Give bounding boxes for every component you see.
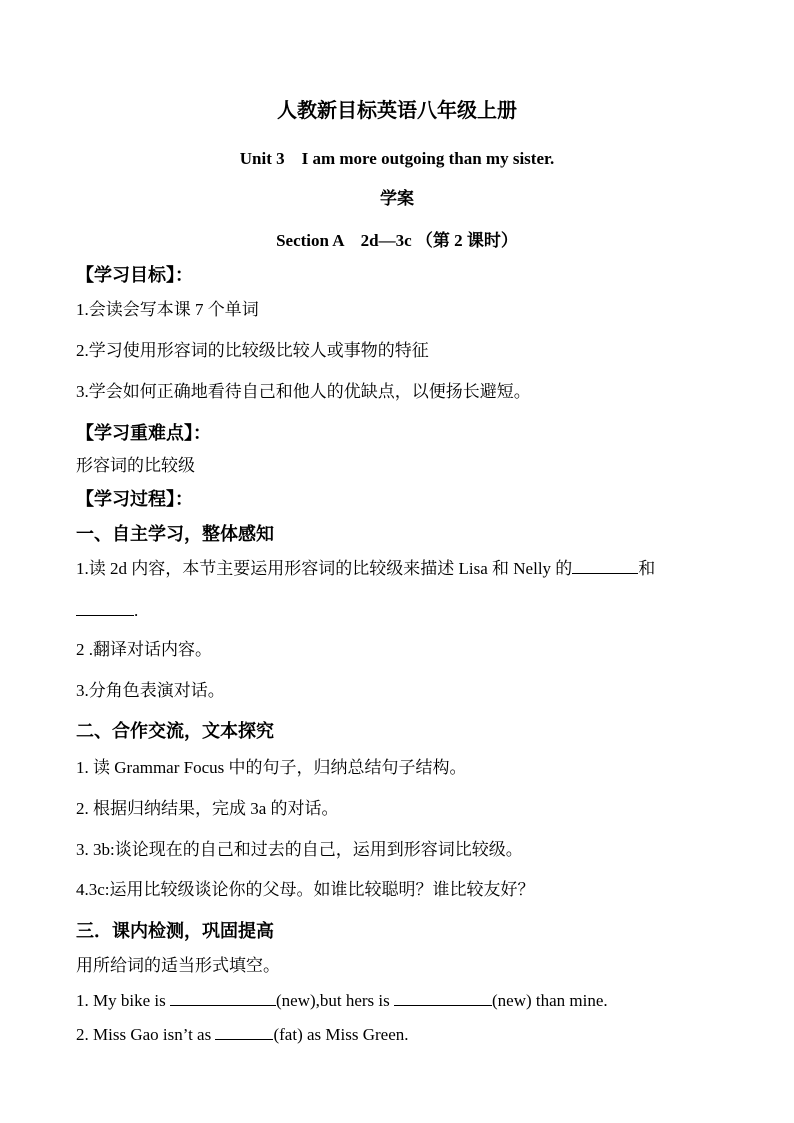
section-title: Section A 2d—3c （第 2 课时） [276,231,518,250]
key-points-text: 形容词的比较级 [76,456,195,475]
part2-heading: 二、合作交流，文本探究 [76,721,274,741]
answer-blank[interactable] [394,988,492,1006]
part3-heading: 三．课内检测，巩固提高 [76,921,274,941]
part1-item-1-continuation [76,598,138,622]
part2-item: 4.3c:运用比较级谈论你的父母。如谁比较聪明？谁比较友好？ [76,880,535,899]
part1-heading: 一、自主学习，整体感知 [76,524,274,544]
part1-item-3: 3.分角色表演对话。 [76,681,225,700]
answer-blank[interactable] [170,988,276,1006]
exercise-question-2 [76,1022,409,1046]
part2-item: 1. 读 Grammar Focus 中的句子，归纳总结句子结构。 [76,758,467,777]
exercise-question-1 [76,988,608,1012]
process-heading: 【学习过程】： [76,489,193,509]
part3-instruction: 用所给词的适当形式填空。 [76,956,280,975]
objective-item: 1.会读会写本课 7 个单词 [76,300,259,319]
question-1-text-a: 1. My bike is [76,991,170,1010]
unit-title: Unit 3 I am more outgoing than my sister. [239,149,555,168]
answer-blank[interactable] [76,598,134,616]
part1-item-2: 2 .翻译对话内容。 [76,640,212,659]
part2-item: 2. 根据归纳结果，完成 3a 的对话。 [76,799,339,818]
question-2-text-b: (fat) as Miss Green. [273,1025,409,1044]
part1-item-1-text: 1.读 2d 内容，本节主要运用形容词的比较级来描述 Lisa 和 Nelly 的 [76,559,573,578]
document-subtitle: 学案 [380,189,414,208]
objective-item: 2.学习使用形容词的比较级比较人或事物的特征 [76,341,429,360]
objectives-heading-suffix: ： [175,265,193,285]
part1-item-1 [76,556,655,580]
part1-item-1-period: . [134,601,139,620]
objectives-heading [76,264,193,286]
key-points-heading: 【学习重难点】： [76,423,211,443]
question-1-text-b: (new),but hers is [275,991,395,1010]
answer-blank[interactable] [572,556,638,574]
answer-blank[interactable] [215,1022,273,1040]
part1-item-1-conjunction: 和 [638,559,656,578]
question-2-text-a: 2. Miss Gao isn’t as [76,1025,216,1044]
question-1-text-c: (new) than mine. [492,991,608,1010]
document-title: 人教新目标英语八年级上册 [277,100,517,122]
part2-item: 3. 3b:谈论现在的自己和过去的自己，运用到形容词比较级。 [76,840,523,859]
objective-item: 3.学会如何正确地看待自己和他人的优缺点，以便扬长避短。 [76,382,531,401]
objectives-heading-label: 【学习目标】 [76,265,175,285]
